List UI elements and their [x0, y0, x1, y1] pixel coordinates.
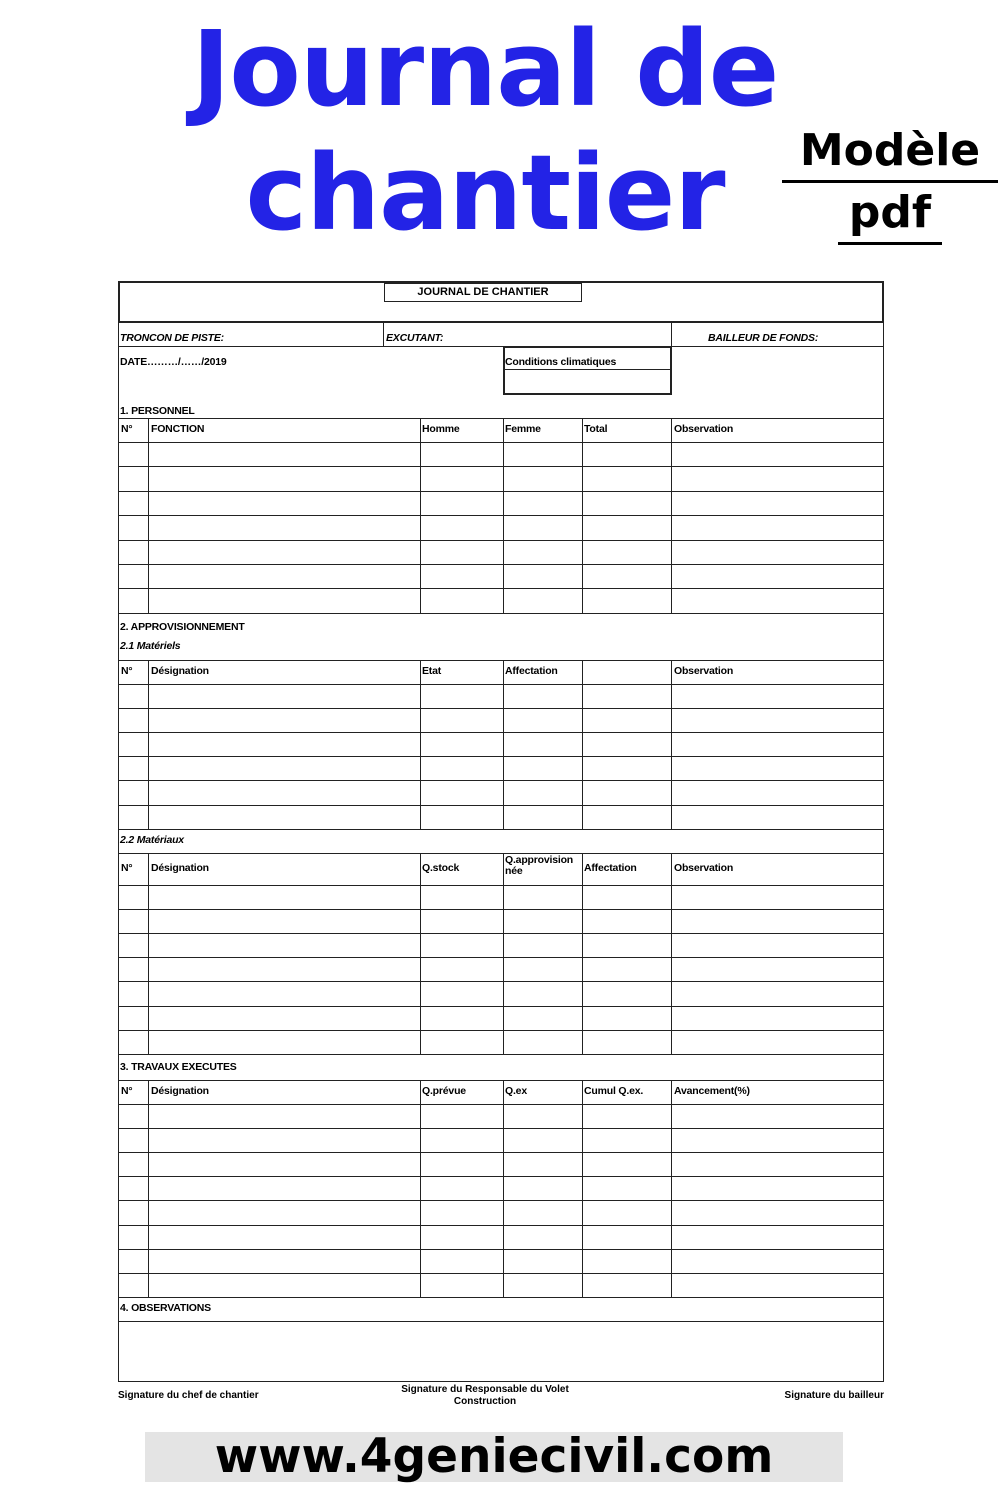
- materiaux-header-2: Q.stock: [422, 862, 460, 874]
- personnel-row-line: [118, 515, 884, 516]
- materiaux-row-line: [118, 1030, 884, 1031]
- personnel-header-1: FONCTION: [151, 423, 205, 435]
- materiels-col-line: [671, 660, 672, 829]
- personnel-row-line: [118, 588, 884, 589]
- travaux-col-line: [503, 1080, 504, 1297]
- personnel-col-line: [503, 418, 504, 613]
- date-label: DATE………/……/2019: [120, 356, 227, 368]
- title-line-2: chantier: [245, 132, 725, 254]
- materiels-header-5: Observation: [674, 665, 734, 677]
- travaux-col-line: [148, 1080, 149, 1297]
- materiaux-row-line: [118, 933, 884, 934]
- personnel-col-line: [420, 418, 421, 613]
- signature-responsable: [380, 1384, 590, 1408]
- materiaux-row-line: [118, 1054, 884, 1055]
- travaux-header-0: N°: [121, 1085, 133, 1097]
- travaux-header-2: Q.prévue: [422, 1085, 466, 1097]
- personnel-heading: 1. PERSONNEL: [120, 405, 195, 417]
- materiaux-col-line: [503, 853, 504, 1054]
- conditions-box: [503, 346, 672, 395]
- observations-heading: 4. OBSERVATIONS: [120, 1302, 211, 1314]
- travaux-header-5: Avancement(%): [674, 1085, 750, 1097]
- materiaux-row-line: [118, 981, 884, 982]
- materiaux-col-line: [671, 853, 672, 1054]
- travaux-heading: 3. TRAVAUX EXECUTES: [120, 1061, 237, 1073]
- travaux-row-line: [118, 1176, 884, 1177]
- travaux-row-line: [118, 1128, 884, 1129]
- personnel-col-line: [148, 418, 149, 613]
- travaux-header-1: Désignation: [151, 1085, 209, 1097]
- title-line-1: Journal de: [191, 8, 779, 130]
- materiels-row-line: [118, 732, 884, 733]
- excutant-label: EXCUTANT:: [386, 332, 444, 344]
- personnel-row-line: [118, 466, 884, 467]
- materiels-col-line: [503, 660, 504, 829]
- travaux-col-line: [420, 1080, 421, 1297]
- materiaux-table-top: [118, 853, 884, 854]
- signature-bailleur: Signature du bailleur: [784, 1390, 884, 1401]
- personnel-table-top: [118, 418, 884, 419]
- signature-chef: Signature du chef de chantier: [118, 1390, 259, 1401]
- personnel-row-line: [118, 613, 884, 614]
- materiels-col-line: [420, 660, 421, 829]
- badge-modele: Modèle: [782, 122, 998, 183]
- materiels-row-line: [118, 756, 884, 757]
- materiaux-col-line: [148, 853, 149, 1054]
- materiels-row-line: [118, 805, 884, 806]
- materiels-table-top: [118, 660, 884, 661]
- travaux-row-line: [118, 1152, 884, 1153]
- materiels-row-line: [118, 708, 884, 709]
- personnel-col-line: [671, 418, 672, 613]
- materiels-col-line: [148, 660, 149, 829]
- personnel-col-line: [582, 418, 583, 613]
- materiels-row-line: [118, 780, 884, 781]
- materiels-heading: 2.1 Matériels: [120, 640, 181, 652]
- materiels-col-line: [582, 660, 583, 829]
- travaux-col-line: [582, 1080, 583, 1297]
- personnel-header-3: Femme: [505, 423, 541, 435]
- travaux-col-line: [671, 1080, 672, 1297]
- travaux-row-line: [118, 1200, 884, 1201]
- personnel-header-2: Homme: [422, 423, 460, 435]
- materiels-header-3: Affectation: [505, 665, 558, 677]
- travaux-row-line: [118, 1225, 884, 1226]
- travaux-header-3: Q.ex: [505, 1085, 527, 1097]
- materiaux-header-5: Observation: [674, 862, 734, 874]
- approvisionnement-heading: 2. APPROVISIONNEMENT: [120, 621, 245, 633]
- footer-url[interactable]: www.4geniecivil.com: [145, 1432, 843, 1482]
- signature-responsable-line2: Construction: [453, 1396, 517, 1407]
- personnel-header-5: Observation: [674, 423, 734, 435]
- troncon-label: TRONCON DE PISTE:: [120, 332, 224, 344]
- materiels-header-2: Etat: [422, 665, 442, 677]
- materiaux-col-line: [582, 853, 583, 1054]
- materiaux-row-line: [118, 1006, 884, 1007]
- bailleur-label: BAILLEUR DE FONDS:: [708, 332, 819, 344]
- materiaux-heading: 2.2 Matériaux: [120, 834, 184, 846]
- conditions-label: Conditions climatiques: [505, 356, 617, 368]
- badge-pdf: pdf: [838, 184, 942, 245]
- personnel-row-line: [118, 564, 884, 565]
- form-title: JOURNAL DE CHANTIER: [384, 283, 582, 302]
- materiels-header-1: Désignation: [151, 665, 209, 677]
- materiels-header-bottom: [118, 684, 884, 685]
- personnel-header-4: Total: [584, 423, 608, 435]
- travaux-table-top: [118, 1080, 884, 1081]
- personnel-row-line: [118, 491, 884, 492]
- materiaux-header-0: N°: [121, 862, 133, 874]
- travaux-row-line: [118, 1273, 884, 1274]
- materiaux-header-3: Q.approvision née: [505, 854, 573, 877]
- materiaux-row-line: [118, 957, 884, 958]
- personnel-header-bottom: [118, 442, 884, 443]
- travaux-row-line: [118, 1249, 884, 1250]
- materiaux-header-bottom: [118, 885, 884, 886]
- materiaux-header-4: Affectation: [584, 862, 637, 874]
- travaux-header-bottom: [118, 1104, 884, 1105]
- materiels-row-line: [118, 829, 884, 830]
- materiaux-header-1: Désignation: [151, 862, 209, 874]
- materiels-header-0: N°: [121, 665, 133, 677]
- signature-responsable-line1: Signature du Responsable du Volet: [401, 1384, 569, 1395]
- personnel-row-line: [118, 540, 884, 541]
- materiaux-col-line: [420, 853, 421, 1054]
- personnel-header-0: N°: [121, 423, 133, 435]
- materiaux-row-line: [118, 909, 884, 910]
- travaux-header-4: Cumul Q.ex.: [584, 1085, 644, 1097]
